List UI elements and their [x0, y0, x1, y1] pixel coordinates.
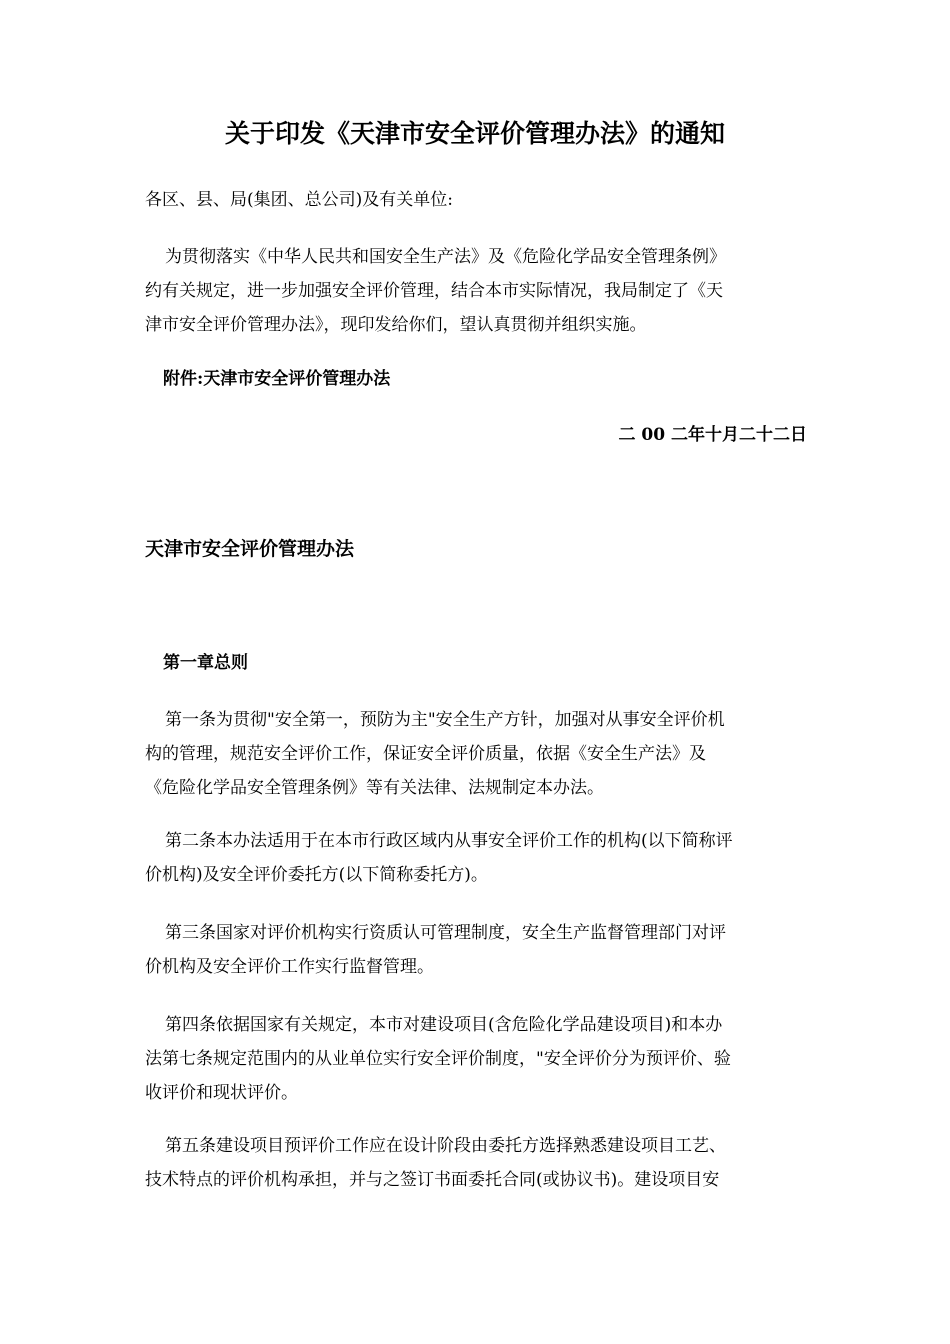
- article-line: 第一条为贯彻"安全第一，预防为主"安全生产方针，加强对从事安全评价机: [165, 710, 725, 730]
- article-4: [145, 1008, 807, 1110]
- article-line: 《危险化学品安全管理条例》等有关法律、法规制定本办法。: [145, 778, 604, 798]
- attachment-line: 附件:天津市安全评价管理办法: [163, 369, 391, 389]
- notice-body: [145, 240, 807, 342]
- article-line: 第三条国家对评价机构实行资质认可管理制度，安全生产监督管理部门对评: [165, 923, 726, 943]
- notice-body-line: 为贯彻落实《中华人民共和国安全生产法》及《危险化学品安全管理条例》: [165, 247, 726, 267]
- article-line: 技术特点的评价机构承担，并与之签订书面委托合同(或协议书)。建设项目安: [145, 1170, 720, 1190]
- article-3: [145, 916, 807, 984]
- salutation: 各区、县、局(集团、总公司)及有关单位:: [145, 190, 453, 210]
- article-5: [145, 1129, 807, 1197]
- notice-title: 关于印发《天津市安全评价管理办法》的通知: [224, 119, 725, 148]
- article-line: 价机构及安全评价工作实行监督管理。: [145, 957, 434, 977]
- article-line: 收评价和现状评价。: [145, 1083, 298, 1103]
- chapter-heading: 第一章总则: [163, 653, 248, 673]
- notice-body-line: 津市安全评价管理办法》，现印发给你们，望认真贯彻并组织实施。: [145, 315, 647, 335]
- notice-body-line: 约有关规定，进一步加强安全评价管理，结合本市实际情况，我局制定了《天: [145, 281, 723, 301]
- article-line: 第二条本办法适用于在本市行政区域内从事安全评价工作的机构(以下简称评: [165, 831, 733, 851]
- article-line: 价机构)及安全评价委托方(以下简称委托方)。: [145, 865, 488, 885]
- notice-date: 二 00 二年十月二十二日: [618, 425, 807, 445]
- article-2: [145, 824, 807, 892]
- regulation-title: 天津市安全评价管理办法: [145, 538, 355, 560]
- article-1: [145, 703, 807, 805]
- article-line: 构的管理，规范安全评价工作，保证安全评价质量，依据《安全生产法》及: [145, 744, 706, 764]
- article-line: 第五条建设项目预评价工作应在设计阶段由委托方选择熟悉建设项目工艺、: [165, 1136, 726, 1156]
- article-line: 第四条依据国家有关规定，本市对建设项目(含危险化学品建设项目)和本办: [165, 1015, 723, 1035]
- article-line: 法第七条规定范围内的从业单位实行安全评价制度，"安全评价分为预评价、验: [145, 1049, 731, 1069]
